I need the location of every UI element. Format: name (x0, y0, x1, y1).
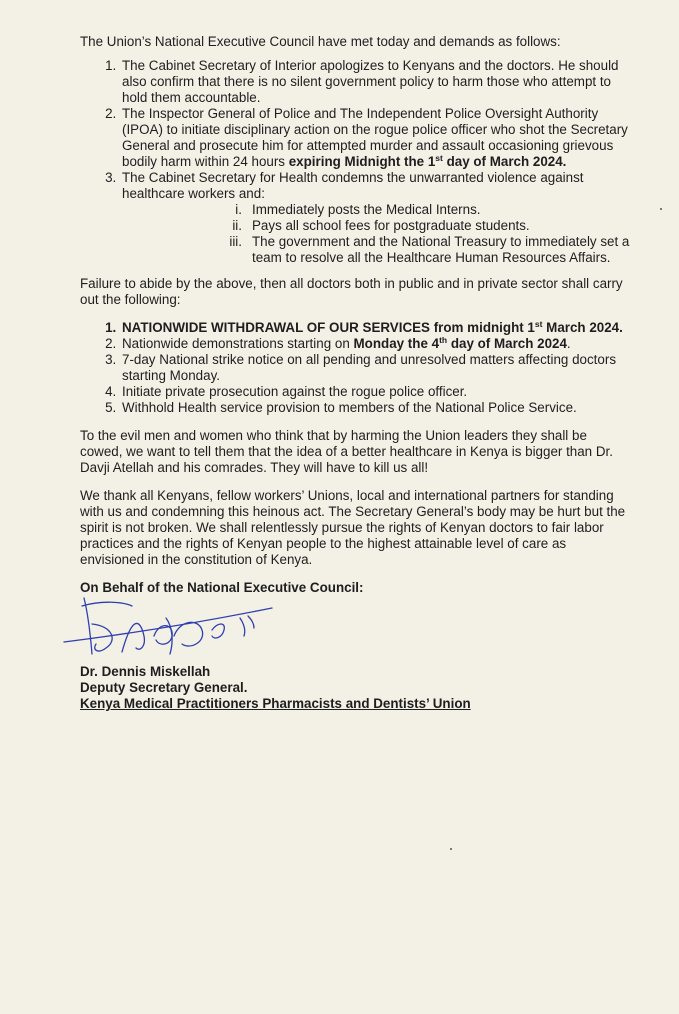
actions-list (80, 320, 633, 416)
demand-text: The Cabinet Secretary of Interior apologizes to Kenyans and the doctors. He should also confirm that there is no silent government policy to harm those who attempt to hold them accountable. (122, 58, 619, 105)
warning-paragraph: To the evil men and women who think that by harming the Union leaders they shall be cowed, we want to tell them that the idea of a better healthcare in Kenya is bigger than Dr. Davji Atellah and his comrades. They will have to kill us all! (80, 428, 613, 475)
demand-text: The Inspector General of Police and The Independent Police Oversight Authority (IPOA) to initiate disciplinary action on the rogue police officer who shot the Secretary General and prosecute him for attempted murder and assault occasioning grievous bodily harm within 24 hours (122, 106, 628, 169)
sub-item: ii. Pays all school fees for postgraduate students. (232, 218, 530, 233)
demands-list (80, 58, 633, 266)
demand-item (120, 106, 633, 170)
health-sub-list (122, 202, 633, 266)
intro-text: The Union’s National Executive Council have met today and demands as follows: (80, 34, 561, 49)
demand-deadline: expiring Midnight the 1st day of March 2024. (288, 153, 567, 169)
union-name: Kenya Medical Practitioners Pharmacists and Dentists’ Union (80, 696, 471, 711)
on-behalf-line: On Behalf of the National Executive Council: (80, 580, 364, 595)
action-item: 4. Initiate private prosecution against the rogue police officer. (120, 384, 633, 400)
scan-speck (660, 208, 662, 210)
signatory-name: Dr. Dennis Miskellah (80, 664, 211, 679)
thanks-paragraph: We thank all Kenyans, fellow workers’ Unions, local and international partners for standing with us and condemning this heinous act. The Secretary General’s body may be hurt but the spirit is not broken. We shall relentlessly pursue the rights of Kenyan doctors to fair labor practices and the rights of Kenyan people to the highest attainable level of care as envisioned in the constitution of Kenya. (80, 488, 626, 567)
action-item: 1. NATIONWIDE WITHDRAWAL OF OUR SERVICES from midnight 1st March 2024. (120, 320, 633, 336)
sub-item: i. Immediately posts the Medical Interns. (235, 202, 481, 217)
signature-scribble-icon (62, 596, 292, 668)
action-item: 2. Nationwide demonstrations starting on Monday the 4th day of March 2024. (120, 336, 633, 352)
failure-intro: Failure to abide by the above, then all doctors both in public and in private sector shall carry out the following: (80, 276, 623, 307)
demand-item (120, 58, 633, 106)
sub-item: iii. The government and the National Treasury to immediately set a team to resolve all the Healthcare Human Resources Affairs. (229, 234, 630, 265)
signature (62, 596, 633, 666)
demand-text: The Cabinet Secretary for Health condemns the unwarranted violence against healthcare workers and: (122, 170, 584, 201)
demand-item (120, 170, 633, 266)
action-item: 5. Withhold Health service provision to members of the National Police Service. (120, 400, 633, 416)
signatory-block (80, 664, 633, 712)
action-item: 3. 7-day National strike notice on all pending and unresolved matters affecting doctors starting Monday. (120, 352, 633, 384)
scan-speck (450, 848, 452, 850)
signatory-title: Deputy Secretary General. (80, 680, 248, 695)
